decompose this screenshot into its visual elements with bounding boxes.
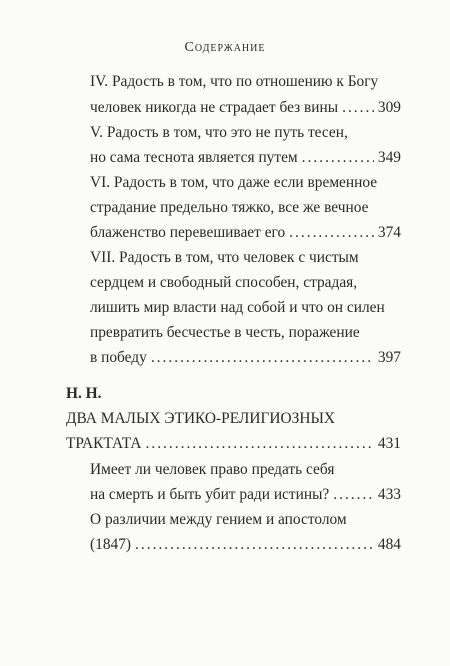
leader-dots	[342, 98, 374, 118]
toc-entry-row	[90, 348, 401, 368]
page-number: 349	[377, 149, 401, 166]
toc-entry-row	[90, 485, 401, 505]
toc-entry-text: О различии между гением и апостолом	[90, 511, 347, 528]
page-number: 309	[377, 99, 401, 116]
leader-dots	[302, 148, 374, 168]
section-title: ДВА МАЛЫХ ЭТИКО-РЕЛИГИОЗНЫХ	[66, 410, 335, 427]
toc-entry-row	[90, 223, 401, 243]
toc-entry-text: страдание предельно тяжко, все же вечное	[90, 199, 369, 216]
page-number: 433	[377, 486, 401, 503]
section-title-row	[66, 434, 401, 454]
leader-dots	[151, 348, 374, 368]
page-number: 374	[377, 224, 401, 241]
section-title-text: ТРАКТАТА	[66, 435, 142, 452]
leader-dots	[135, 535, 374, 555]
toc-entry-row	[90, 535, 401, 555]
toc-entry-text: человек никогда не страдает без вины	[90, 99, 339, 116]
leader-dots	[146, 434, 374, 454]
page-number: 397	[377, 349, 401, 366]
running-header: Содержание	[184, 40, 266, 55]
toc-entry-row	[90, 98, 401, 118]
toc-entry-text: в победу	[90, 349, 147, 366]
toc-entry-text: на смерть и быть убит ради истины?	[90, 486, 330, 503]
toc-entry-text: сердцем и свободный способен, страдая,	[90, 274, 358, 291]
page-number: 484	[377, 536, 401, 553]
section-author: Н. Н.	[66, 385, 102, 402]
toc-entry-text: (1847)	[90, 536, 132, 553]
leader-dots	[333, 485, 374, 505]
leader-dots	[289, 223, 374, 243]
toc-entry-row	[90, 148, 401, 168]
toc-entry-text: но сама теснота является путем	[90, 149, 298, 166]
toc-entry-text: лишить мир власти над собой и что он силен	[90, 299, 385, 316]
toc-entry-text: превратить бесчестье в честь, поражение	[90, 324, 360, 341]
toc-entry-text: VII. Радость в том, что человек с чистым	[90, 249, 359, 266]
toc-entry-text: блаженство перевешивает его	[90, 224, 286, 241]
toc-entry-text: VI. Радость в том, что даже если временное	[90, 174, 378, 191]
toc-entry-text: Имеет ли человек право предать себя	[90, 461, 335, 478]
toc-entry-text: V. Радость в том, что это не путь тесен,	[90, 124, 348, 141]
page-number: 431	[377, 435, 401, 452]
toc-entry-text: IV. Радость в том, что по отношению к Богу	[90, 73, 379, 90]
